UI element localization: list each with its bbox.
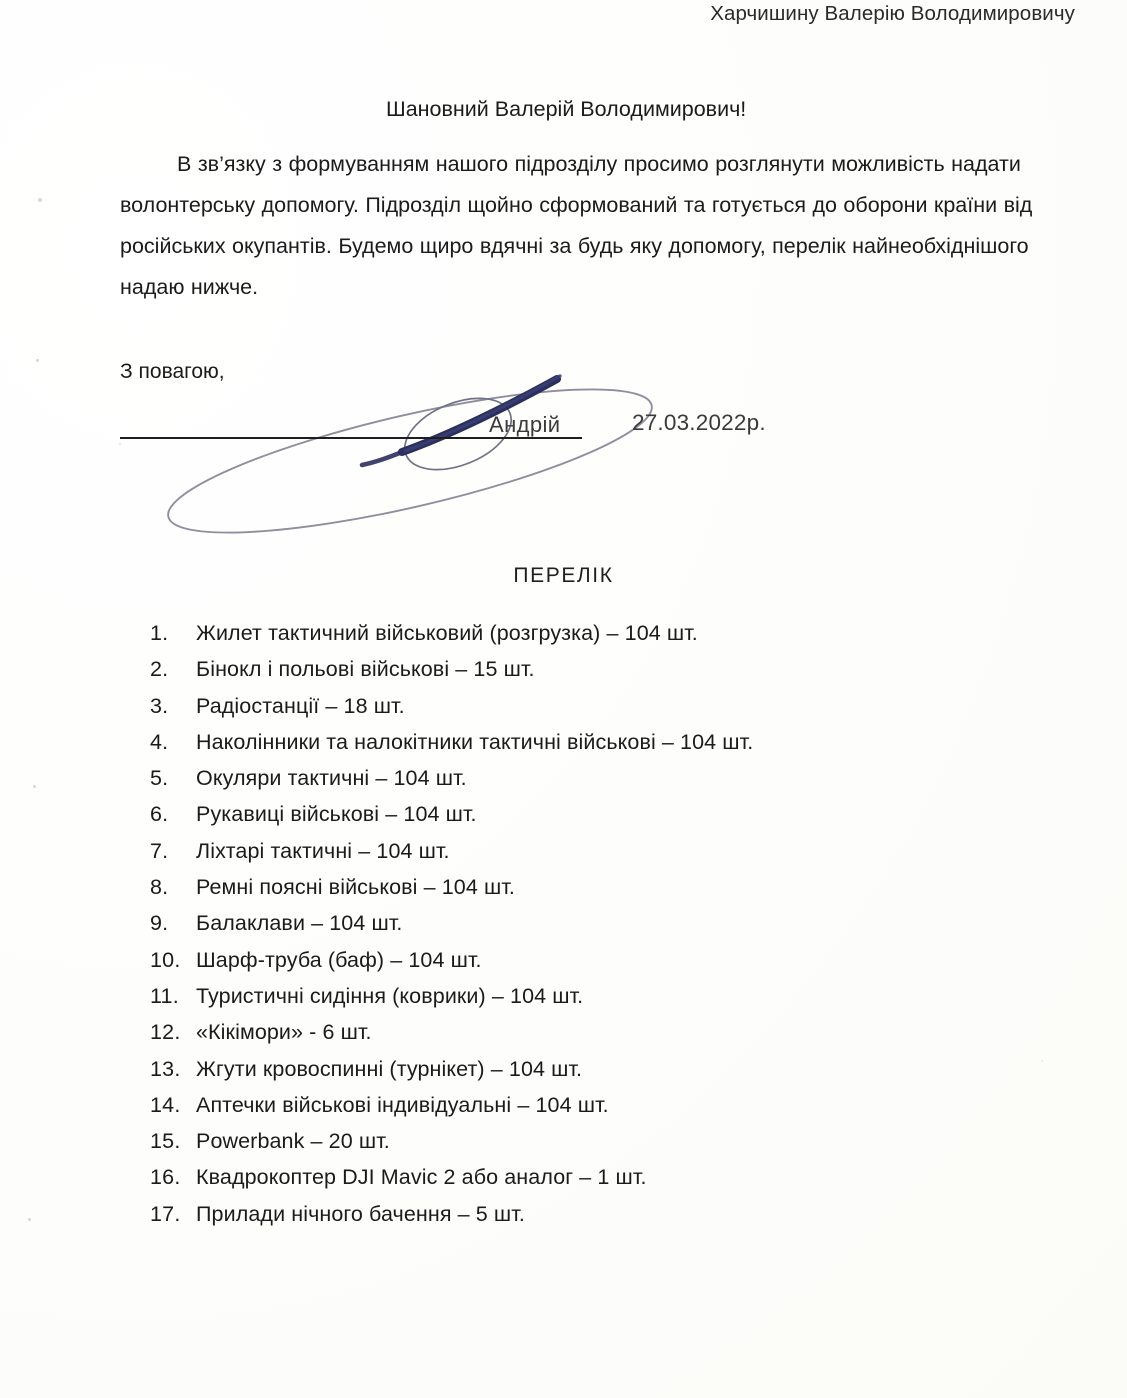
list-item-number: 4. xyxy=(150,729,169,754)
list-item xyxy=(150,978,1050,1014)
list-item-text: Радіостанції – 18 шт. xyxy=(196,693,405,718)
list-item xyxy=(150,615,1050,651)
list-item xyxy=(150,796,1050,832)
list-item-text: Балаклави – 104 шт. xyxy=(196,911,403,936)
list-item-text: Ліхтарі тактичні – 104 шт. xyxy=(196,838,450,863)
signature-ink xyxy=(110,355,830,525)
list-item-text: «Кікімори» - 6 шт. xyxy=(196,1020,372,1045)
list-item-number: 5. xyxy=(150,766,169,791)
list-item-number: 7. xyxy=(150,838,169,863)
list-item-text: Наколінники та налокітники тактичні військові – 104 шт. xyxy=(196,729,754,754)
salutation-line: Шановний Валерій Володимирович! xyxy=(386,97,747,121)
list-item-number: 12. xyxy=(150,1020,181,1045)
list-item xyxy=(150,942,1050,978)
list-item xyxy=(150,905,1050,941)
list-item xyxy=(150,1014,1050,1050)
list-item-number: 10. xyxy=(150,947,181,972)
list-item-text: Рукавиці військові – 104 шт. xyxy=(196,802,477,827)
signature-block xyxy=(110,355,830,525)
list-item xyxy=(150,1087,1050,1123)
list-item-number: 8. xyxy=(150,875,169,900)
list-item xyxy=(150,833,1050,869)
list-item-text: Ремні поясні військові – 104 шт. xyxy=(196,875,515,900)
list-item-text: Жилет тактичний військовий (розгрузка) – 104 шт. xyxy=(196,621,698,645)
paper-speck xyxy=(28,1218,31,1221)
list-heading: ПЕРЕЛІК xyxy=(513,564,614,587)
list-item-text: Квадрокоптер DJI Mavic 2 або аналог – 1 шт. xyxy=(196,1165,647,1190)
list-item-number: 16. xyxy=(150,1165,181,1190)
list-item-number: 15. xyxy=(150,1129,181,1154)
list-item xyxy=(150,1159,1050,1195)
addressee-line: Харчишину Валерію Володимировичу xyxy=(710,2,1075,25)
list-item xyxy=(150,724,1050,760)
list-item-number: 1. xyxy=(150,621,169,645)
list-item-number: 13. xyxy=(150,1056,181,1081)
equipment-list xyxy=(150,615,1050,1232)
paper-speck xyxy=(33,785,36,788)
signature-stroke-tail xyxy=(362,452,402,465)
list-item-text: Аптечки військові індивідуальні – 104 шт. xyxy=(196,1092,609,1117)
list-item xyxy=(150,760,1050,796)
list-item xyxy=(150,1123,1050,1159)
paper-speck xyxy=(36,359,39,362)
list-item-text: Бінокл і польові військові – 15 шт. xyxy=(196,657,535,682)
list-item-number: 17. xyxy=(150,1201,181,1226)
signature-date: 27.03.2022р. xyxy=(632,410,766,435)
list-item-number: 14. xyxy=(150,1092,181,1117)
list-item-text: Прилади нічного бачення – 5 шт. xyxy=(196,1201,525,1226)
list-item-number: 9. xyxy=(150,911,169,936)
list-item-text: Туристичні сидіння (коврики) – 104 шт. xyxy=(196,983,584,1008)
list-item xyxy=(150,869,1050,905)
list-item-text: Powerbank – 20 шт. xyxy=(196,1129,390,1154)
list-item-text: Окуляри тактичні – 104 шт. xyxy=(196,766,467,791)
list-item xyxy=(150,1051,1050,1087)
list-item xyxy=(150,1196,1050,1232)
body-paragraph: В зв’язку з формуванням нашого підрозділу просимо розглянути можливість надати волонтерську допомогу. Підрозділ щойно сформований та готується до оборони країни від російських окупантів. Будемо щиро вдячні за будь яку допомогу, перелік найнеобхіднішого надаю нижче. xyxy=(120,152,1033,299)
list-item-number: 6. xyxy=(150,802,169,827)
list-item-text: Шарф-труба (баф) – 104 шт. xyxy=(196,947,482,972)
list-item-number: 11. xyxy=(150,983,179,1008)
list-item xyxy=(150,688,1050,724)
list-item-text: Жгути кровоспинні (турнікет) – 104 шт. xyxy=(196,1056,583,1081)
list-item xyxy=(150,651,1050,687)
list-item-number: 2. xyxy=(150,657,169,682)
signer-name: Андрій xyxy=(489,412,561,437)
paper-speck xyxy=(38,198,42,202)
closing-line: З повагою, xyxy=(120,360,225,383)
list-item-number: 3. xyxy=(150,693,169,718)
